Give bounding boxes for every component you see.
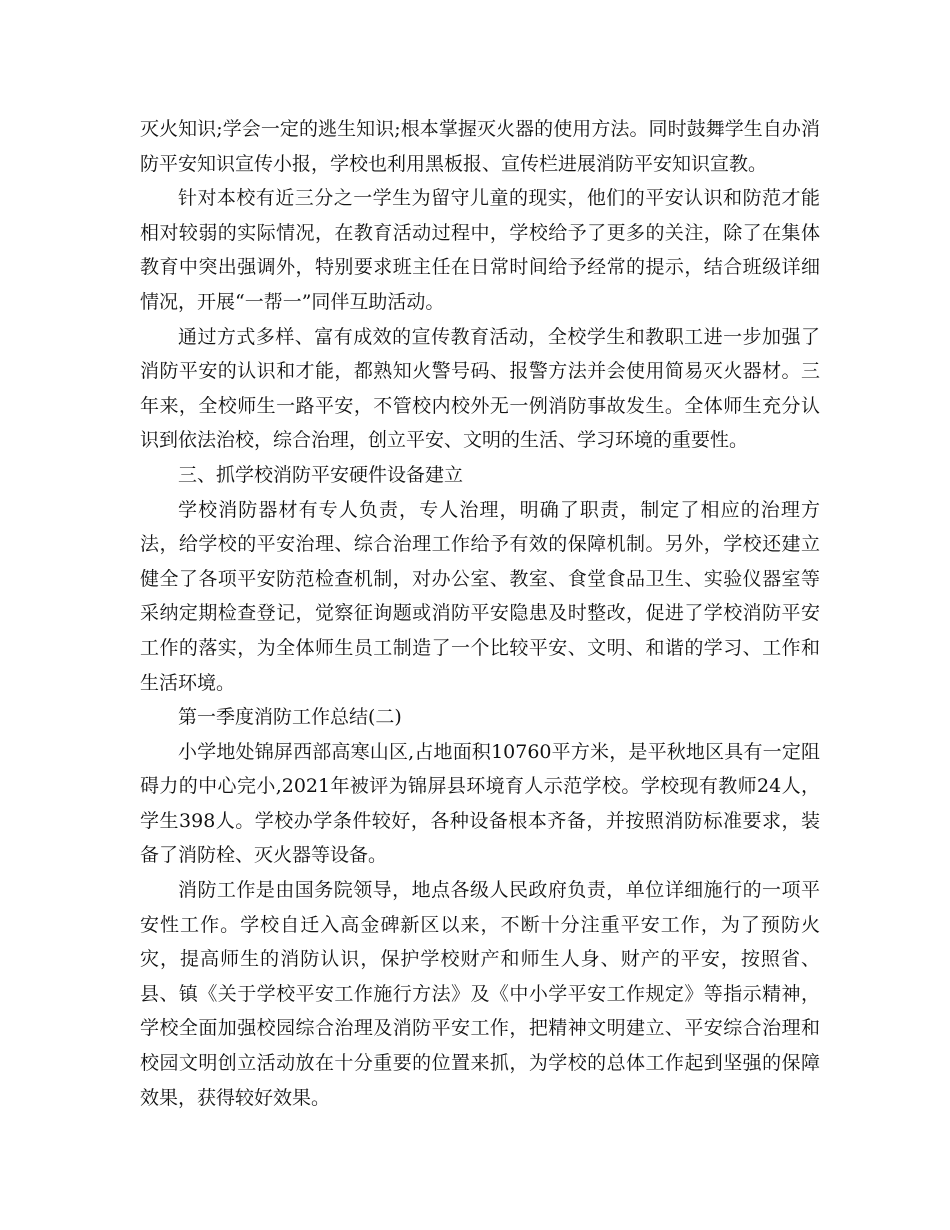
section-heading-summary-two: 第一季度消防工作总结(二) [178,706,402,729]
paragraph-fire-equipment: 学校消防器材有专人负责，专人治理，明确了职责，制定了相应的治理方法，给学校的平安治理、综合治理工作给予有效的保障机制。另外，学校还建立健全了各项平安防范检查机制，对办公室、教室、食堂食品卫生、实验仪器室等采纳定期检查登记，觉察征询题或消防平安隐患及时整改，促进了学校消防平安工作的落实，为全体师生员工制造了一个比较平安、文明、和谐的学习、工作和生活环境。 [140,498,820,694]
paragraph-fire-safety-work: 消防工作是由国务院领导，地点各级人民政府负责，单位详细施行的一项平安性工作。学校自迁入高金碑新区以来，不断十分注重平安工作，为了预防火灾，提高师生的消防认识，保护学校财产和师生人身、财产的平安，按照省、县、镇《关于学校平安工作施行方法》及《中小学平安工作规定》等指示精神，学校全面加强校园综合治理及消防平安工作，把精神文明建立、平安综合治理和校园文明创立活动放在十分重要的位置来抓，为学校的总体工作起到坚强的保障效果，获得较好效果。 [140,879,820,1109]
section-heading-hardware: 三、抓学校消防平安硬件设备建立 [178,463,464,486]
paragraph-education-results: 通过方式多样、富有成效的宣传教育活动，全校学生和教职工进一步加强了消防平安的认识和才能，都熟知火警号码、报警方法并会使用简易灭火器材。三年来，全校师生一路平安，不管校内校外无一例消防事故发生。全体师生充分认识到依法治校，综合治理，创立平安、文明的生活、学习环境的重要性。 [140,325,820,452]
paragraph-left-behind-children: 针对本校有近三分之一学生为留守儿童的现实，他们的平安认识和防范才能相对较弱的实际情况，在教育活动过程中，学校给予了更多的关注，除了在集体教育中突出强调外，特别要求班主任在日常时间给予经常的提示，结合班级详细情况，开展“一帮一”同伴互助活动。 [140,187,820,313]
paragraph-school-overview: 小学地处锦屏西部高寒山区,占地面积10760平方米，是平秋地区具有一定阻碍力的中心完小,2021年被评为锦屏县环境育人示范学校。学校现有教师24人，学生398人。学校办学条件较好，各种设备根本齐备，并按照消防标准要求，装备了消防栓、灭火器等设备。 [140,740,820,867]
document-page [140,112,820,1115]
paragraph-continuation: 灭火知识;学会一定的逃生知识;根本掌握灭火器的使用方法。同时鼓舞学生自办消防平安知识宣传小报，学校也利用黑板报、宣传栏进展消防平安知识宣教。 [140,118,820,175]
